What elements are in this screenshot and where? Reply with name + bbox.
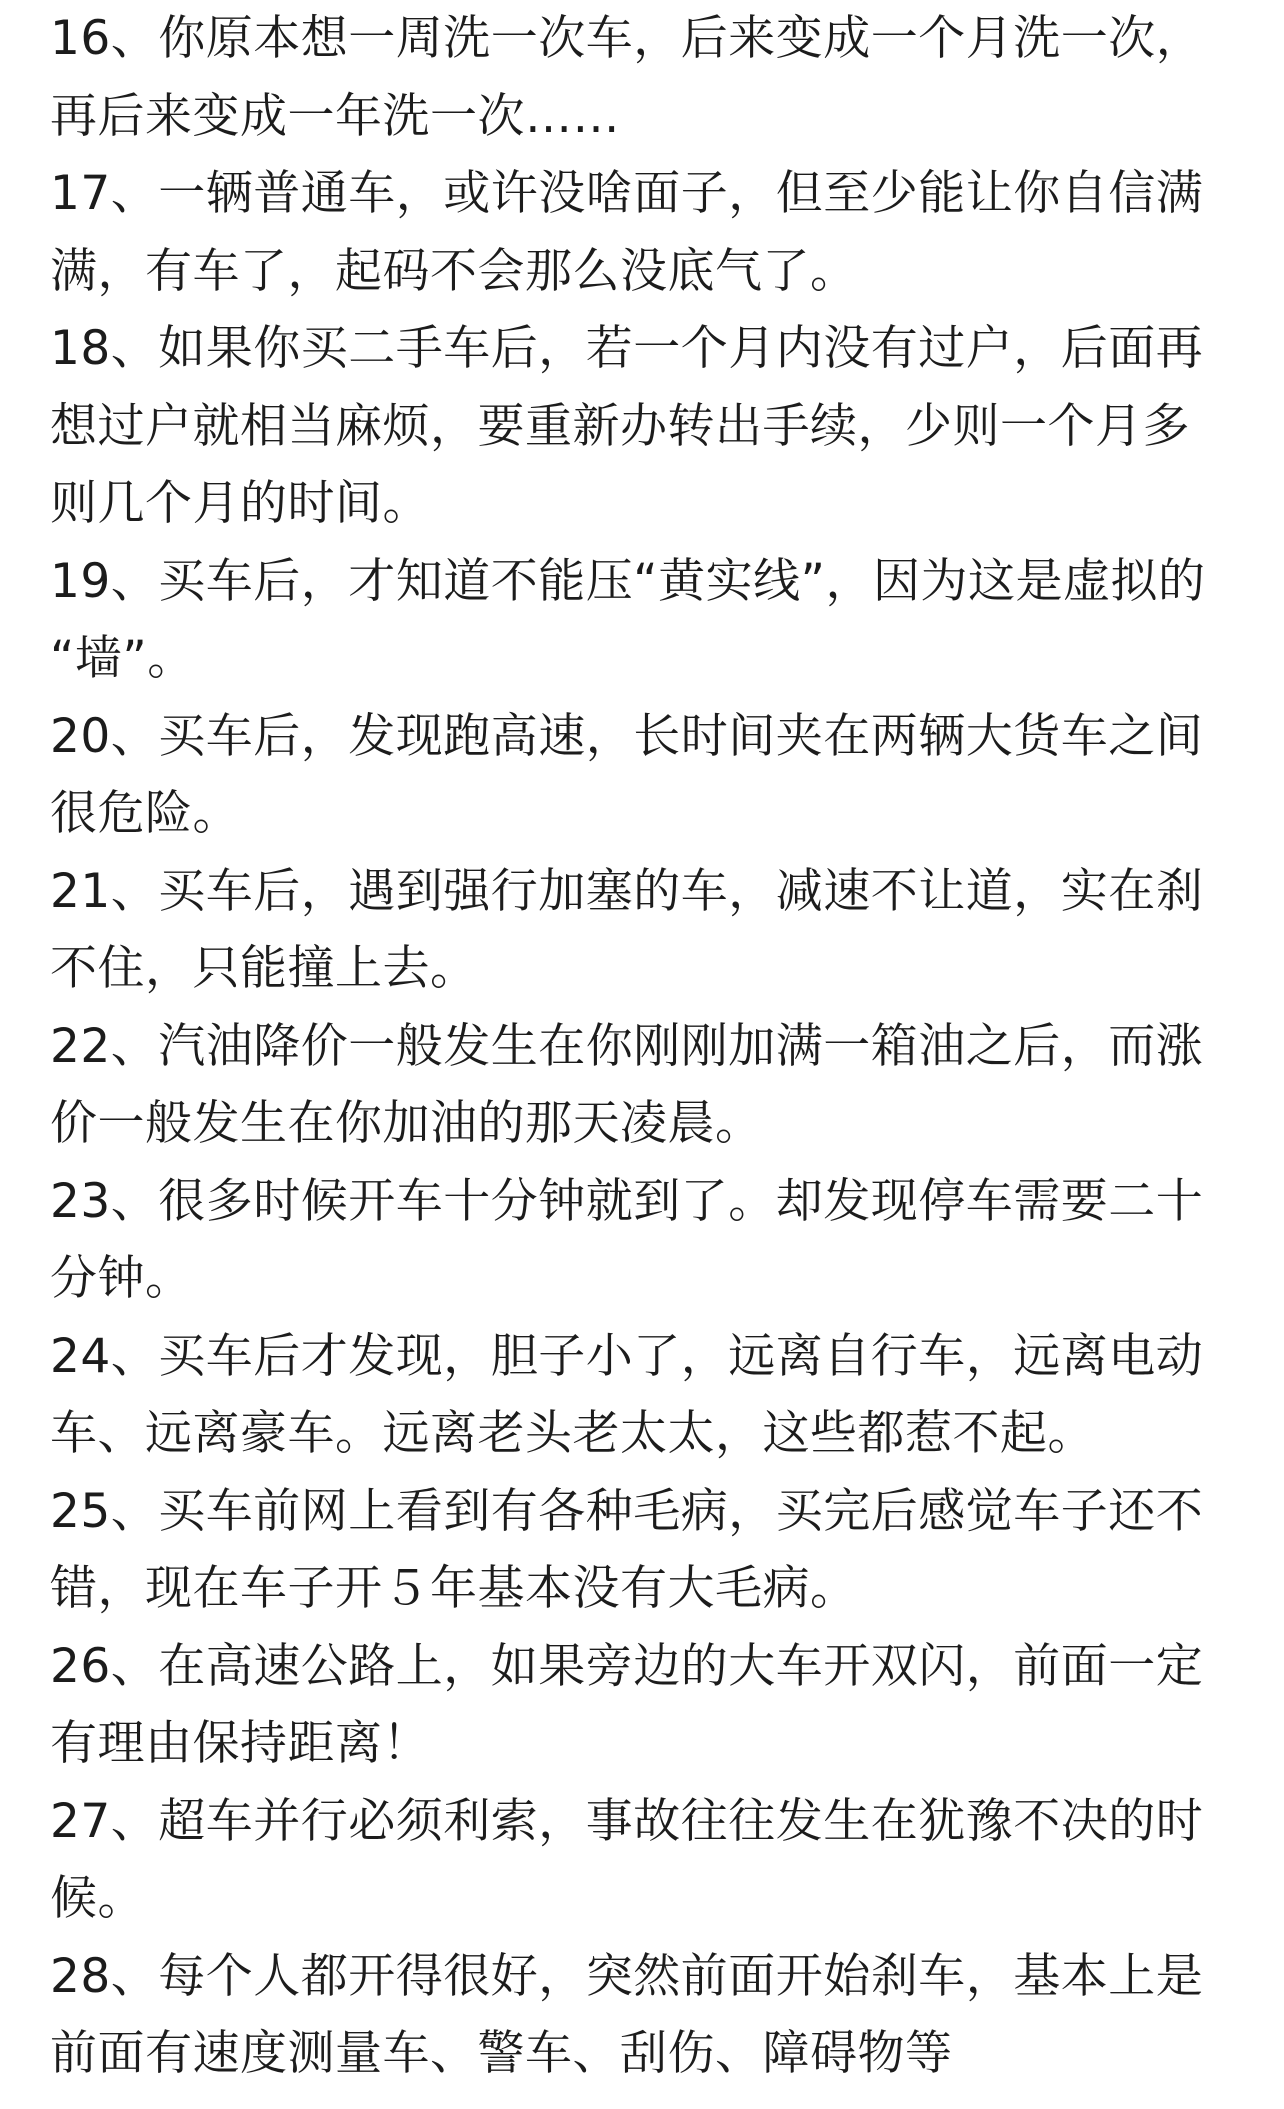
tip-line: 25、买车前网上看到有各种毛病，买完后感觉车子还不: [50, 1483, 1204, 1539]
tip-item: [50, 1318, 1244, 1473]
tip-line: 16、你原本想一周洗一次车，后来变成一个月洗一次，: [50, 11, 1204, 66]
tip-item: [50, 698, 1244, 853]
tip-line: 有理由保持距离！: [50, 1716, 430, 1771]
tip-line: 19、买车后，才知道不能压“黄实线”，因为这是虚拟的: [50, 553, 1206, 609]
tip-item: [50, 1938, 1244, 2093]
tip-line: 23、很多时候开车十分钟就到了。却发现停车需要二十: [50, 1173, 1204, 1229]
tip-item: [50, 155, 1244, 310]
tip-line: 价一般发生在你加油的那天凌晨。: [50, 1096, 763, 1151]
tip-line: 22、汽油降价一般发生在你刚刚加满一箱油之后，而涨: [50, 1018, 1204, 1074]
tip-line: 则几个月的时间。: [50, 476, 430, 531]
tip-line: 错，现在车子开５年基本没有大毛病。: [50, 1561, 858, 1616]
tips-list: [50, 0, 1244, 2093]
tip-item: [50, 853, 1244, 1008]
tip-line: 想过户就相当麻烦，要重新办转出手续，少则一个月多: [50, 398, 1190, 454]
tip-line: 28、每个人都开得很好，突然前面开始刹车，基本上是: [50, 1948, 1204, 2004]
tip-line: 很危险。: [50, 786, 240, 841]
tip-item: [50, 1473, 1244, 1628]
tip-line: 27、超车并行必须利索，事故往往发生在犹豫不决的时: [50, 1793, 1204, 1849]
tip-item: [50, 1783, 1244, 1938]
tip-item: [50, 310, 1244, 543]
tip-line: 车、远离豪车。远离老头老太太，这些都惹不起。: [50, 1406, 1095, 1461]
tip-line: 前面有速度测量车、警车、刮伤、障碍物等: [50, 2026, 953, 2081]
tip-line: 17、一辆普通车，或许没啥面子，但至少能让你自信满: [50, 166, 1204, 221]
tip-line: 不住，只能撞上去。: [50, 941, 478, 996]
tip-item: [50, 543, 1244, 698]
tip-item: [50, 1628, 1244, 1783]
tip-line: 再后来变成一年洗一次……: [50, 88, 620, 144]
tip-item: [50, 1008, 1244, 1163]
tip-item: [50, 1163, 1244, 1318]
tip-line: “墙”。: [50, 631, 195, 686]
tip-line: 21、买车后，遇到强行加塞的车，减速不让道，实在刹: [50, 863, 1204, 919]
tip-line: 满，有车了，起码不会那么没底气了。: [50, 243, 858, 299]
tip-line: 20、买车后，发现跑高速，长时间夹在两辆大货车之间: [50, 708, 1204, 764]
tip-line: 26、在高速公路上，如果旁边的大车开双闪，前面一定: [50, 1638, 1204, 1694]
tip-line: 分钟。: [50, 1251, 193, 1306]
tip-line: 候。: [50, 1871, 145, 1926]
tip-item: [50, 0, 1244, 155]
tip-line: 24、买车后才发现，胆子小了，远离自行车，远离电动: [50, 1328, 1204, 1384]
tip-line: 18、如果你买二手车后，若一个月内没有过户，后面再: [50, 321, 1204, 376]
